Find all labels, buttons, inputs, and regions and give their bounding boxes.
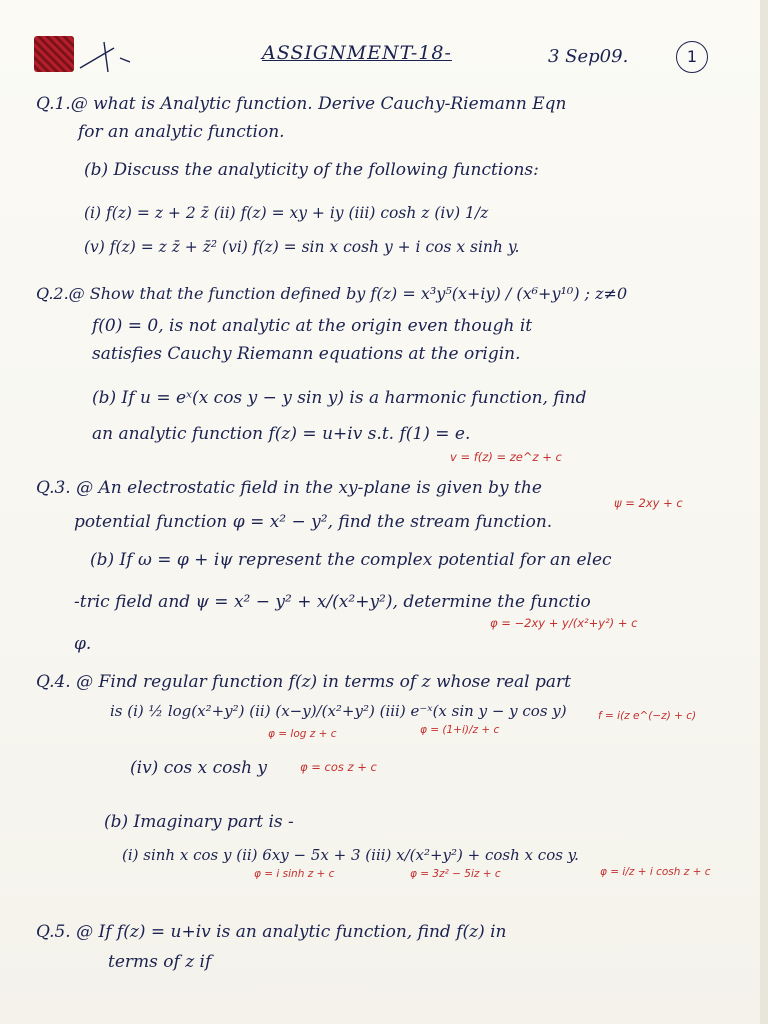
q5a-line: Q.5. @ If f(z) = u+iv is an analytic function, find f(z) in — [36, 922, 507, 942]
q4b-answer-ii: φ = 3z² − 5iz + c — [410, 868, 501, 880]
q2a-line: Q.2.@ Show that the function defined by f(z) = x³y⁵(x+iy) / (x⁶+y¹⁰) ; z≠0 — [36, 284, 628, 303]
q1b-functions-1: (i) f(z) = z + 2 z̄ (ii) f(z) = xy + iy (iii) cosh z (iv) 1/z — [84, 204, 489, 222]
q4a-line-2: is (i) ½ log(x²+y²) (ii) (x−y)/(x²+y²) (iii) e⁻ˣ(x sin y − y cos y) — [110, 702, 567, 720]
q3b-line-2: -tric field and ψ = x² − y² + x/(x²+y²), determine the functio — [74, 592, 591, 612]
q4a-answer-iii: f = i(z e^(−z) + c) — [598, 710, 697, 722]
q3a-line-2: potential function φ = x² − y², find the stream function. — [74, 512, 553, 532]
q4a-line: Q.4. @ Find regular function f(z) in terms of z whose real part — [36, 672, 572, 692]
page-edge-shadow — [760, 0, 768, 1024]
q4b-answer-iii: φ = i/z + i cosh z + c — [600, 866, 711, 878]
assignment-title: ASSIGNMENT-18- — [262, 42, 452, 64]
q2b-line: (b) If u = eˣ(x cos y − y sin y) is a harmonic function, find — [92, 388, 587, 408]
binding-corner-decoration — [34, 36, 74, 72]
q2b-answer: v = f(z) = ze^z + c — [450, 450, 562, 464]
q4a-answer-iv: φ = cos z + c — [300, 760, 377, 774]
q3b-line-3: φ. — [74, 634, 92, 654]
page-number-badge: 1 — [676, 41, 708, 73]
q2a-line-2: f(0) = 0, is not analytic at the origin even though it — [92, 316, 533, 336]
q1b-functions-2: (v) f(z) = z z̄ + z̄² (vi) f(z) = sin x cosh y + i cos x sinh y. — [84, 238, 520, 256]
q4a-answer-i: φ = log z + c — [268, 728, 337, 740]
q1a-line-2: for an analytic function. — [78, 122, 285, 142]
q1a-line: Q.1.@ what is Analytic function. Derive Cauchy-Riemann Eqn — [36, 94, 567, 114]
q1b-line: (b) Discuss the analyticity of the following functions: — [84, 160, 539, 180]
q5a-line-2: terms of z if — [108, 952, 212, 972]
q3b-line: (b) If ω = φ + iψ represent the complex potential for an elec — [90, 550, 612, 570]
q4a-answer-ii: φ = (1+i)/z + c — [420, 724, 500, 736]
q4b-line: (b) Imaginary part is - — [104, 812, 294, 832]
q4b-line-2: (i) sinh x cos y (ii) 6xy − 5x + 3 (iii) x/(x²+y²) + cosh x cos y. — [122, 846, 579, 864]
q4a-line-3: (iv) cos x cosh y — [130, 758, 268, 778]
q3a-line: Q.3. @ An electrostatic field in the xy-plane is given by the — [36, 478, 542, 498]
q4b-answer-i: φ = i sinh z + c — [254, 868, 335, 880]
q2a-line-3: satisfies Cauchy Riemann equations at the origin. — [92, 344, 521, 364]
q3a-answer: ψ = 2xy + c — [614, 496, 683, 510]
q3b-answer: φ = −2xy + y/(x²+y²) + c — [490, 616, 638, 630]
assignment-date: 3 Sep09. — [548, 46, 629, 67]
corner-scribble-icon — [74, 38, 134, 78]
q2b-line-2: an analytic function f(z) = u+iv s.t. f(1) = e. — [92, 424, 471, 444]
